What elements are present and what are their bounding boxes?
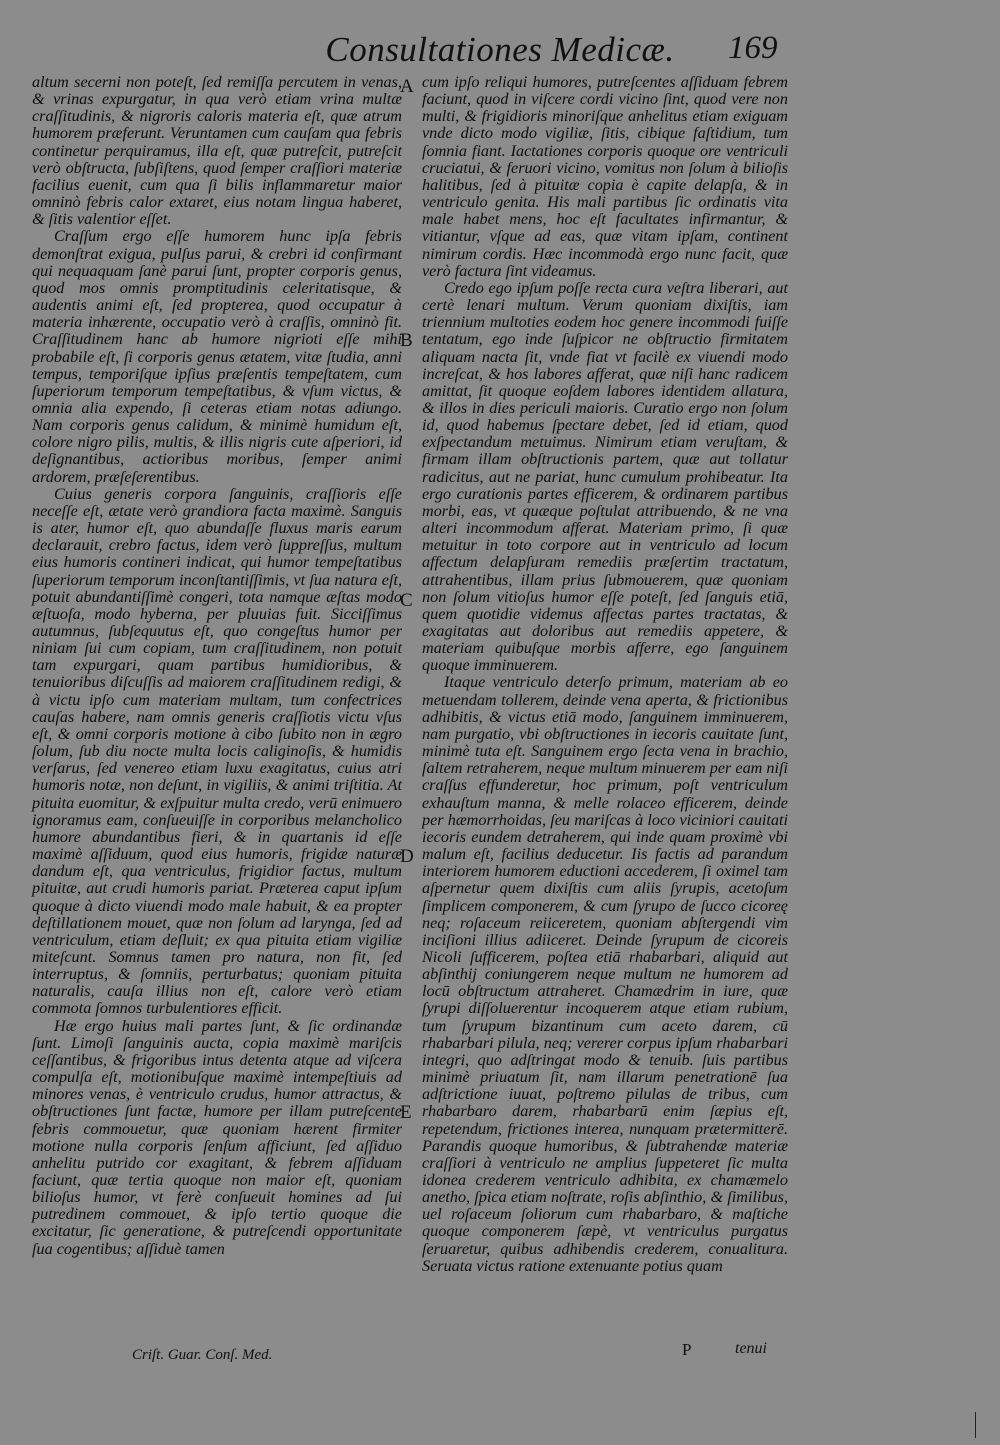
catchword: tenui — [735, 1340, 767, 1357]
left-paragraph: Cuius generis corpora ſanguinis, craſſioris eſſe neceſſe eſt, ætate verò grandiora facta maximè. Sanguis is ater, humor eſt, quo abundaſſe fluxus maris earum declarauit, crebro factus, idem verò ſuppreſſus, multum eius humoris contineri indicat, qui humor tempeſtatibus ſuperiorum temporum inconſtantiſſimis, vt ſua natura eſt, potuit abundantiſſimè congeri, tota namque æſtas modo æſtuoſa, modo hyberna, per pluuias fuit. Sicciſſimus autumnus, ſubſequutus eſt, quo congeſtus humor per niniam ſui cum copiam, tum craſſitudinem, non potuit tam expurgari, quam partibus humidioribus, & tenuioribus diſcuſſis ad maiorem craſſitudinem redigi, & à victu ipſo cum materiam multam, tum confectrices cauſas habere, nam omnis generis craſſiotis victu vſus eſt, & omni corporis motione à cibo ſubito non in ægro ſolum, ſub diu nocte multa locis caliginoſis, & humidis verſarus, ſed venereo etiam luxu exagitatus, cuius atri humoris notæ, non deſunt, in vigiliis, & animi triſtitia. At pituita euomitur, & exſpuitur multa credo, verū enimuero ignoramus eam, conſueuiſſe in corporibus melancholico humore abundantibus fieri, & in quartanis id eſſe maximè aſſiduum, quod eius humoris, frigidæ naturæ dandum eſt, qua ventriculus, frigidior factus, multum pituitæ, aut crudi humoris pariat. Præterea caput ipſum quoque à dicto viuendi modo male habuit, & ea propter deſtillationem mouet, quæ non ſolum ad laryngа, ſed ad ventriculum, etiam deſluit; ex qua pituita etiam vigiliæ miteſcunt. Somnus tamen pro natura, non fit, ſed interruptus, & ſomniis, perturbatus; quoniam pituita naturalis, cauſa illius non eſt, calore verò etiam commota ſomnos turbulentiores efficit. — [32, 484, 402, 1018]
left-paragraph: Craſſum ergo eſſe humorem hunc ipſa febris demonſtrat exigua, pulſus parui, & crebri id confirmant qui nequaquam ſanè parui ſunt, propter corporis genus, quod mos omnis promptitudinis celeritatisque, & audentis animi eſt, ſed propterea, quod occupatur à materia inhærente, occupatio verò à craſſis, omninò fit. Craſſitudinem hanc ab humore nigrioti eſſe mihi probabile eſt, ſi corporis genus ætatem, vitæ ſtudia, anni tempus, temporiſque ipſius præſentis tempeſtatem, cum ſuperiorum temporum tempeſtatibus, & vſum victus, & omnia alia expendo, ſi ceteras etiam notas adiungo. Nam corporis genus calidum, & minimè humidum eſt, colore nigro pilis, multis, & illis nigris cute aſperiori, id deſignantibus, actioribus moribus, ſemper animi ardorem, præſeſerentibus. — [32, 227, 402, 486]
signature-mark: P — [682, 1340, 692, 1359]
left-paragraph: altum secerni non poteſt, ſed remiſſa percutem in venas, & vrinas expurgatur, in qua verò etiam vrina multæ craſſitudinis, & nigroris caloris materia eſt, quæ atrum humorem præferunt. Veruntamen cum cauſam qua febris continetur perquiramus, illa eſt, quæ putreſcit, putreſcit verò obſtructa, ſubſiſtens, quod ſemper craſſiori materiæ facilius euenit, cum qua ſi bilis inflammaretur maior omninò febris calor extaret, eius notam lingua haberet, & ſitis valentior eſſet. — [32, 73, 402, 229]
page-edge-mark — [975, 1412, 976, 1438]
running-header-title: Consultationes Medicæ. — [325, 30, 675, 69]
section-marker-d: D — [400, 846, 414, 867]
left-column — [32, 74, 402, 1258]
right-paragraph: Credo ego ipſum poſſe recta cura veſtra liberari, aut certè lenari multum. Verum quoniam dixiſtis, iam triennium multoties eodem hoc genere incommodi fuiſſe tentatum, ego inde ſuſpicor ne obſtructio firmitatem aliquam nacta ſit, vnde fiat vt facilè ex viuendi modo increſcat, & hos labores afferat, quæ niſi hanc radicem amittat, ſit quoque eoſdem labores identidem allatura, & illos in dies periculi maioris. Curatio ergo non ſolum id, quod habemus ſpectare debet, ſed id etiam, quod exſpectandum metuimus. Nimirum etiam veruſtam, & firmam illam obſtructionis partem, quæ aut tollatur radicitus, aut ne pariat, hunc cumulum prohibeatur. Ita ergo curationis partes efficerem, & ordinarem partibus morbi, eas, vt quæque poſtulat attribuendo, & ne vna alteri incommodum afferat. Materiam primo, ſi quæ metuitur in toto corpore aut in ventriculo ad locum affectum delapſuram remediis præſertim tractatum, attrahentibus, illam prius ſubmouerem, quæ quoniam non ſolum vitioſus humor eſſe poteſt, ſed ſanguis etiā, quem quotidie videmus affectas partes tractatas, & exagitatas aut doloribus aut remediis appetere, & materiam quibuſque morbis afferre, ego ſanguinem quoque imminuerem. — [422, 278, 788, 675]
section-marker-a: A — [400, 76, 414, 97]
section-marker-b: B — [400, 330, 413, 351]
right-paragraph: Itaque ventriculo deterſo primum, materiam ab eo metuendam tollerem, deinde vena aperta, & frictionibus adhibitis, & victus etiā modo, ſanguinem imminuerem, nam purgatio, vbi obſtructiones in iecoris cauitate ſunt, minimè tuta eſt. Sanguinem ergo ſecta vena in brachio, ſaltem retraherem, neque multum minuerem per eam niſi craſſus effunderetur, hoc primum, poſt ventriculum exhauſtum manna, & melle rolaceo efficerem, deinde per hæmorrhoidas, ſeu mariſcas à loco viciniori cauitati iecoris eundem detraherem, qui inde quam proximè vbi malum eſt, facilius deducetur. Iis factis ad parandum interiorem humorem eductioni accederem, ſi oximel tam aſpernetur quem dixiſtis cum aliis ſyrupis, acetoſum ſimplicem componerem, & cum ſyrupo de ſucco cicoreę neq; roſaceum reiiceretem, quoniam abſtergendi vim inciſioni illius adiiceret. Deinde ſyrupum de cicoreis Nicoli ſufficerem, poſtea etiā rhabarbari, aliquid aut abſinthij coniungerem neque multum ne humorem ad locū obſtructum attraheret. Chamædrim in iure, quæ ſyrupi diſſoluerentur incoquerem atque etiam rubium, tum ſyrupum bizantinum cum aceto darem, cū rhabarbari pilula, neq; vererer corpus ipſum rhabarbari integri, quo adſtringat modo & tenuib. ſuis partibus minimè priuatum ſit, nam illarum penetrationē ſua adſtrictione iuuat, poſtremo pilulas de tribus, cum rhabarbaro darem, rhabarbarū enim ſæpius eſt, repetendum, frictiones interea, nunquam prætermitterē. Parandis quoque humoribus, & ſubtrahendæ materiæ craſſiori à ventriculo ne amplius ſuppeteret ſic multa idonea crederem ventriculo adhibita, ex chamæmelo anetho, ſpica etiam noſtrate, roſis abſinthio, & ſimilibus, uel roſaceum ſoliorum cum rhabarbaro, & maſtiche quoque componerem ſæpè, vt ventriculus purgatus ſeruaretur, quibus adhibendis crederem, conualitura. Seruata victus ratione extenuante potius quam — [422, 673, 788, 1275]
right-paragraph: cum ipſo reliqui humores, putreſcentes aſſiduam febrem faciunt, quod in viſcere cordi vicino ſint, quod vere non multi, & frigidioris minoriſque anhelitus etiam exiguam vnde dicto modo vigiliæ, ſitis, cibique faſtidium, tum ſomnia fiant. Iactationes corporis quoque ore ventriculi cruciatui, & feruori vicino, vomitus non ſolum à bilioſis halitibus, ſed à pituitæ copia è capite delapſa, & in ventriculo genita. His mali partibus ſic ordinatis vita male habet mens, hoc eſt facultates infirmantur, & vitiantur, vſque ad eas, quæ vitam ipſam, continent nimirum cordis. Hæc incommodà ergo nunc facit, quæ verò factura ſint videamus. — [422, 73, 788, 280]
signature-line: Criſt. Guar. Conſ. Med. — [132, 1347, 273, 1363]
right-column — [422, 74, 788, 1275]
left-paragraph: Hæ ergo huius mali partes ſunt, & ſic ordinandæ ſunt. Limoſi ſanguinis aucta, copia maximè mariſcis ceſſantibus, & frigoribus intus detenta atque ad viſcera compulſa eſt, motionibuſque maximè intempeſtiuis ad minores venas, è ventriculo crudus, humor attractus, & obſtructiones ſunt factæ, humore per illam putreſcente febris commouetur, quæ quoniam hærent firmiter motione nulla corporis ſenſum afficiunt, ſed aſſiduo anhelitu putrido cor exagitant, & febrem aſſiduam faciunt, quæ tertia quoque non maior eſt, quoniam bilioſus humor, vt ferè conſueuit homines ad ſui putredinem commouet, & ipſo tertio quoque die excitatur, ſic generatione, & putreſcendi opportunitate ſua cogentibus; aſſiduè tamen — [32, 1016, 402, 1258]
section-marker-e: E — [400, 1102, 412, 1123]
section-marker-c: C — [400, 590, 413, 611]
page-number: 169 — [728, 30, 778, 66]
